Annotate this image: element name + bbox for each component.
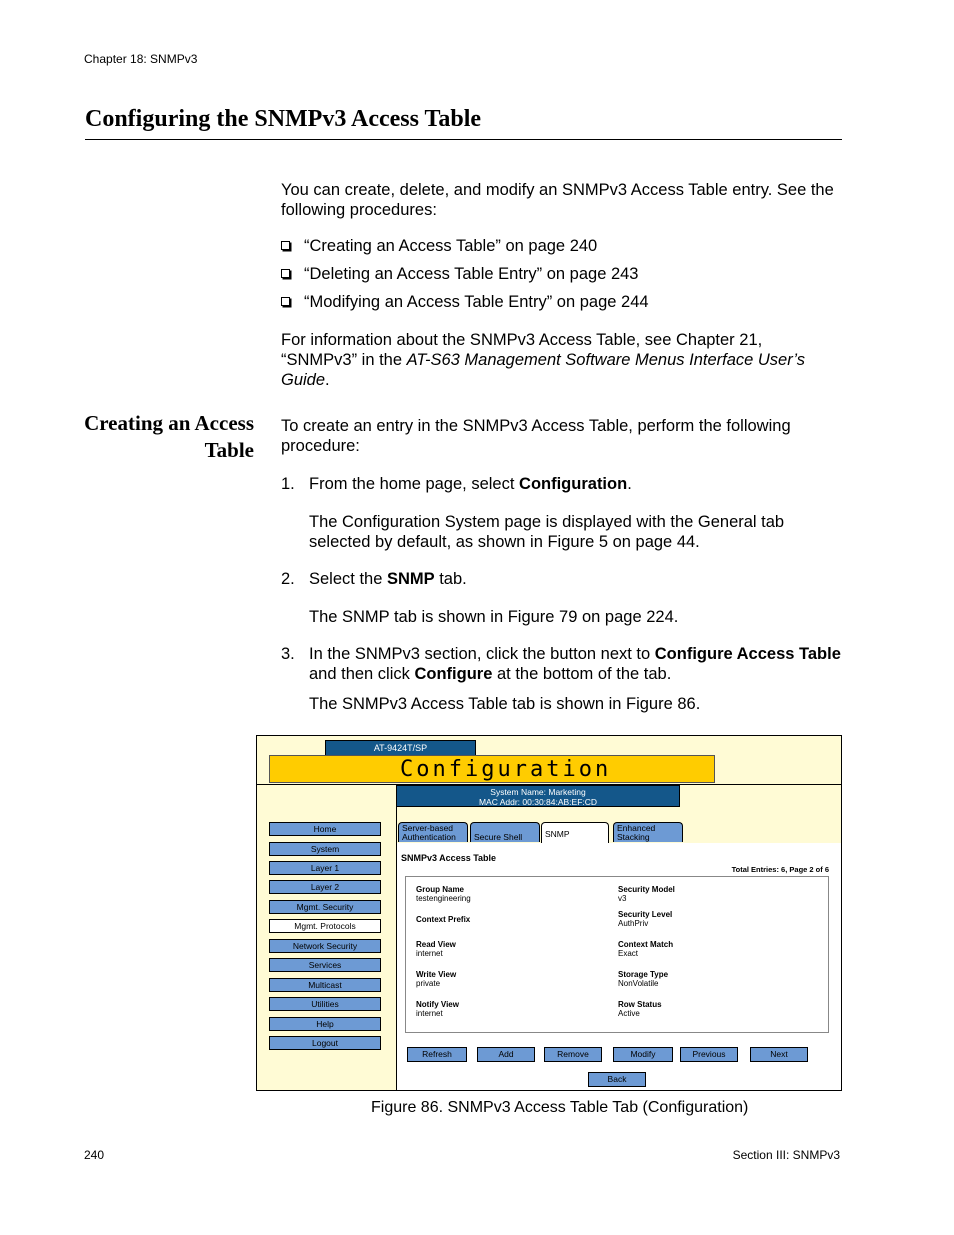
nav-layer2[interactable]: Layer 2: [269, 880, 381, 894]
total-entries: Total Entries: 6, Page 2 of 6: [731, 865, 829, 874]
section-title: Configuring the SNMPv3 Access Table: [85, 106, 842, 140]
system-info: System Name: Marketing MAC Addr: 00:30:84:AB:EF:CD: [396, 785, 680, 807]
checkbox-bullet-icon: [281, 241, 290, 250]
nav-multicast[interactable]: Multicast: [269, 978, 381, 992]
guide-title: AT-S63 Management Software Menus Interface User’s Guide: [281, 351, 805, 389]
model-label: AT-9424T/SP: [325, 740, 476, 756]
remove-button[interactable]: Remove: [544, 1047, 602, 1062]
field-security-level: Security Level AuthPriv: [618, 910, 673, 928]
checkbox-bullet-icon: [281, 297, 290, 306]
figure-screenshot: [256, 735, 842, 1091]
tab-enhanced-stacking[interactable]: Enhanced Stacking: [613, 822, 683, 842]
running-footer: Section III: SNMPv3: [732, 1148, 840, 1162]
nav-utilities[interactable]: Utilities: [269, 997, 381, 1011]
back-button[interactable]: Back: [588, 1072, 646, 1087]
procedure-step-2: 2. Select the SNMP tab.: [281, 570, 467, 588]
checkbox-bullet-icon: [281, 269, 290, 278]
list-item: “Creating an Access Table” on page 240: [281, 236, 841, 264]
subsection-intro: To create an entry in the SNMPv3 Access Table, perform the following procedure:: [281, 417, 791, 455]
add-button[interactable]: Add: [477, 1047, 535, 1062]
panel-title: SNMPv3 Access Table: [401, 853, 497, 863]
step-1-note: The Configuration System page is displayed with the General tab selected by default, as shown in Figure 5 on page 44.: [309, 513, 785, 551]
step-2-note: The SNMP tab is shown in Figure 79 on page 224.: [309, 608, 679, 626]
procedure-step-3: 3. In the SNMPv3 section, click the button next to Configure Access Table and then click Configure at the bottom of the tab.: [281, 645, 841, 683]
tab-secure-shell[interactable]: Secure Shell: [470, 822, 540, 842]
nav-logout[interactable]: Logout: [269, 1036, 381, 1050]
nav-home[interactable]: Home: [269, 822, 381, 836]
entry-details: [405, 876, 829, 1033]
field-row-status: Row Status Active: [618, 1000, 662, 1018]
tab-server-auth[interactable]: Server-based Authentication: [398, 822, 468, 842]
running-header: Chapter 18: SNMPv3: [84, 52, 198, 66]
procedure-step-1: 1. From the home page, select Configuration.: [281, 475, 632, 493]
step-3-note: The SNMPv3 Access Table tab is shown in Figure 86.: [309, 695, 701, 713]
field-security-model: Security Model v3: [618, 885, 675, 903]
modify-button[interactable]: Modify: [613, 1047, 673, 1062]
section-intro: You can create, delete, and modify an SNMPv3 Access Table entry. See the following procedures:: [281, 181, 834, 219]
field-group-name: Group Name testengineering: [416, 885, 471, 903]
nav-mgmt-protocols[interactable]: Mgmt. Protocols: [269, 919, 381, 933]
next-button[interactable]: Next: [750, 1047, 808, 1062]
access-table-panel: [397, 843, 841, 1090]
info-paragraph: For information about the SNMPv3 Access Table, see Chapter 21, “SNMPv3” in the AT-S63 Management Software Menus Interface User’s Guide.: [281, 331, 805, 389]
nav-system[interactable]: System: [269, 842, 381, 856]
subsection-heading: Creating an Access Table: [84, 411, 254, 462]
page-number: 240: [84, 1148, 105, 1162]
field-storage-type: Storage Type NonVolatile: [618, 970, 669, 988]
list-item: “Modifying an Access Table Entry” on page 244: [281, 292, 841, 320]
nav-mgmt-security[interactable]: Mgmt. Security: [269, 900, 381, 914]
field-context-match: Context Match Exact: [618, 940, 674, 958]
nav-network-security[interactable]: Network Security: [269, 939, 381, 953]
nav-help[interactable]: Help: [269, 1017, 381, 1031]
procedure-list: [281, 236, 841, 320]
nav-layer1[interactable]: Layer 1: [269, 861, 381, 875]
refresh-button[interactable]: Refresh: [407, 1047, 467, 1062]
field-context-prefix: Context Prefix: [416, 915, 471, 924]
field-read-view: Read View internet: [416, 940, 456, 958]
tab-snmp[interactable]: SNMP: [541, 822, 609, 844]
field-notify-view: Notify View internet: [416, 1000, 459, 1018]
configuration-banner: Configuration: [269, 755, 715, 783]
figure-caption: Figure 86. SNMPv3 Access Table Tab (Configuration): [371, 1099, 749, 1116]
field-write-view: Write View private: [416, 970, 457, 988]
nav-services[interactable]: Services: [269, 958, 381, 972]
list-item: “Deleting an Access Table Entry” on page 243: [281, 264, 841, 292]
previous-button[interactable]: Previous: [680, 1047, 738, 1062]
